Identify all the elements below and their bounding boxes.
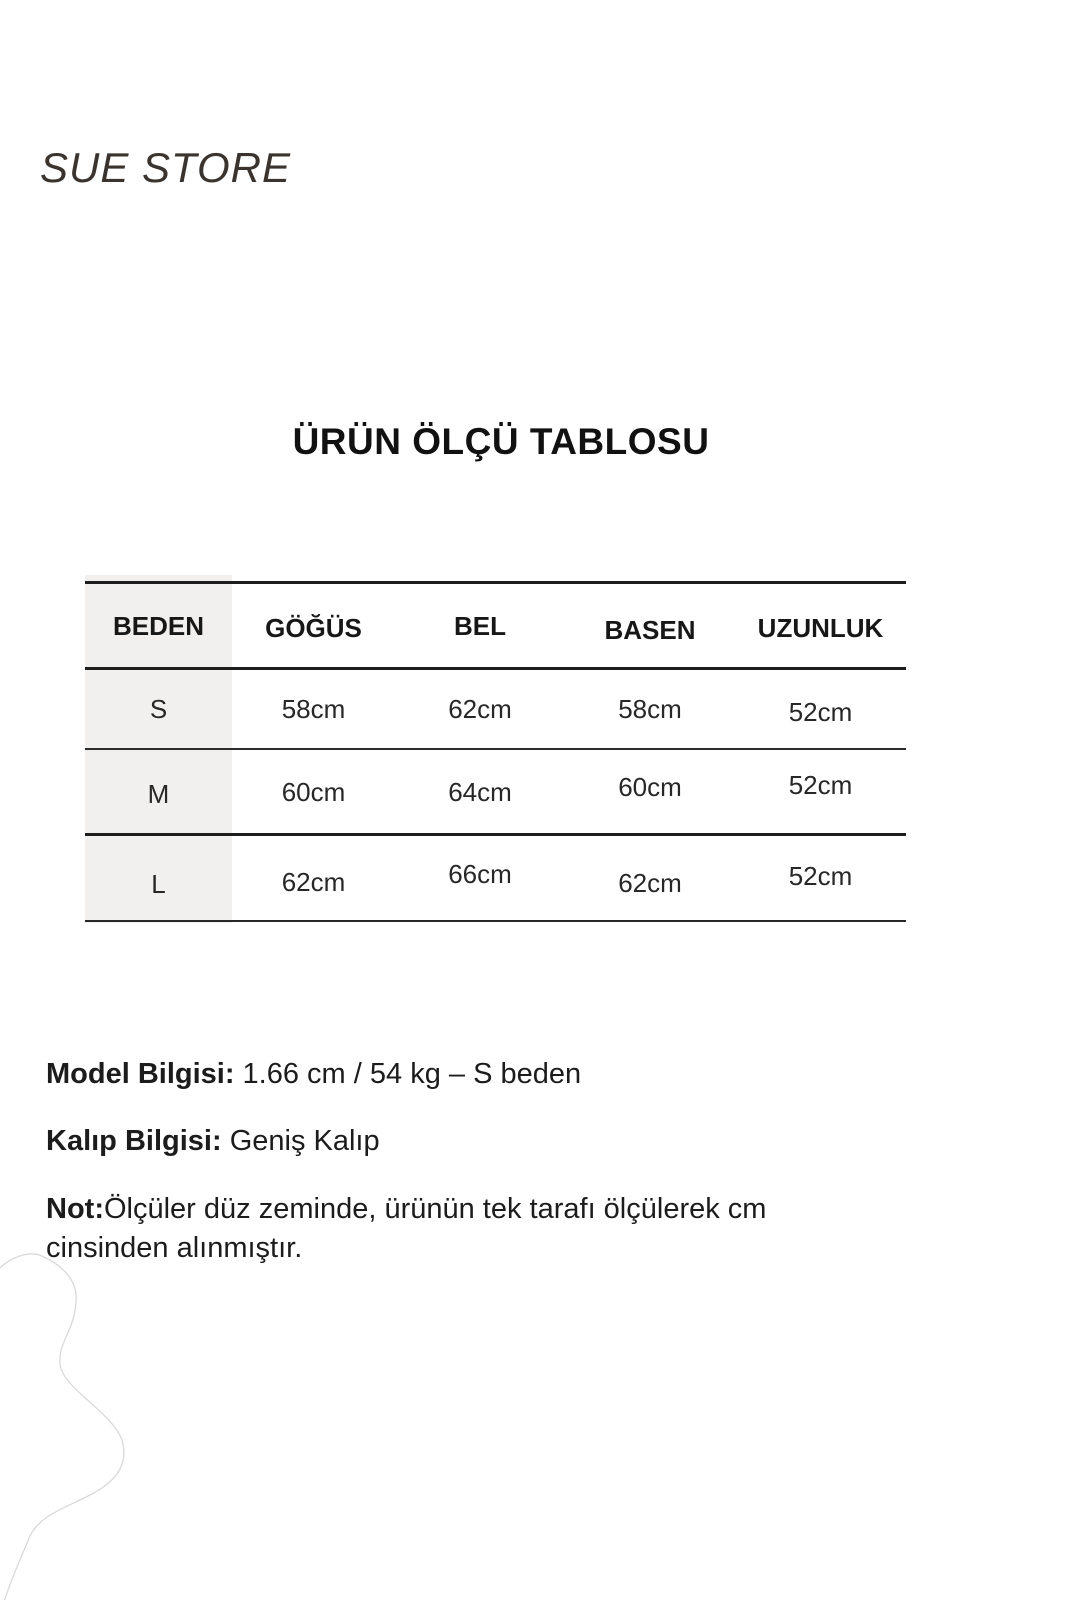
size-table: [85, 575, 906, 923]
decorative-curve: [0, 1240, 160, 1600]
header-bel: BEL: [454, 610, 506, 641]
fit-info-label: Kalıp Bilgisi:: [46, 1125, 222, 1157]
table-row-l: [85, 836, 906, 920]
header-basen: BASEN: [604, 614, 696, 645]
value-cell: 58cm: [281, 694, 346, 724]
value-cell: 62cm: [618, 868, 682, 898]
table-row-m: [85, 750, 906, 833]
value-cell: 52cm: [788, 861, 853, 891]
fit-info-line: [46, 1122, 380, 1161]
value-cell: 60cm: [618, 771, 682, 802]
value-cell: 58cm: [618, 694, 682, 724]
size-cell: L: [151, 869, 166, 899]
value-cell: 66cm: [448, 859, 512, 889]
page-title: ÜRÜN ÖLÇÜ TABLOSU: [292, 421, 710, 462]
value-cell: 62cm: [281, 867, 346, 897]
header-beden: BEDEN: [112, 610, 204, 641]
value-cell: 52cm: [788, 769, 853, 800]
model-info-value: 1.66 cm / 54 kg – S beden: [234, 1058, 582, 1090]
value-cell: 62cm: [448, 694, 512, 724]
table-header-row: [85, 584, 906, 667]
size-cell: S: [149, 694, 168, 724]
header-gogus: GÖĞÜS: [265, 612, 362, 643]
size-cell: M: [147, 778, 170, 809]
table-row-s: [85, 670, 906, 748]
value-cell: 52cm: [788, 697, 853, 727]
brand-logo: SUE STORE: [40, 144, 291, 191]
model-info-line: [46, 1055, 581, 1094]
title-wrap: [0, 421, 1002, 463]
table-bottom-rule: [85, 920, 906, 922]
value-cell: 60cm: [281, 776, 346, 807]
value-cell: 64cm: [448, 776, 512, 807]
note-value: Ölçüler düz zeminde, ürünün tek tarafı ölçülerek cm cinsinden alınmıştır.: [46, 1193, 767, 1264]
fit-info-value: Geniş Kalıp: [221, 1125, 380, 1157]
note-line: [46, 1190, 858, 1268]
note-label: Not:: [46, 1193, 104, 1225]
header-uzunluk: UZUNLUK: [757, 612, 884, 643]
model-info-label: Model Bilgisi:: [46, 1058, 235, 1090]
